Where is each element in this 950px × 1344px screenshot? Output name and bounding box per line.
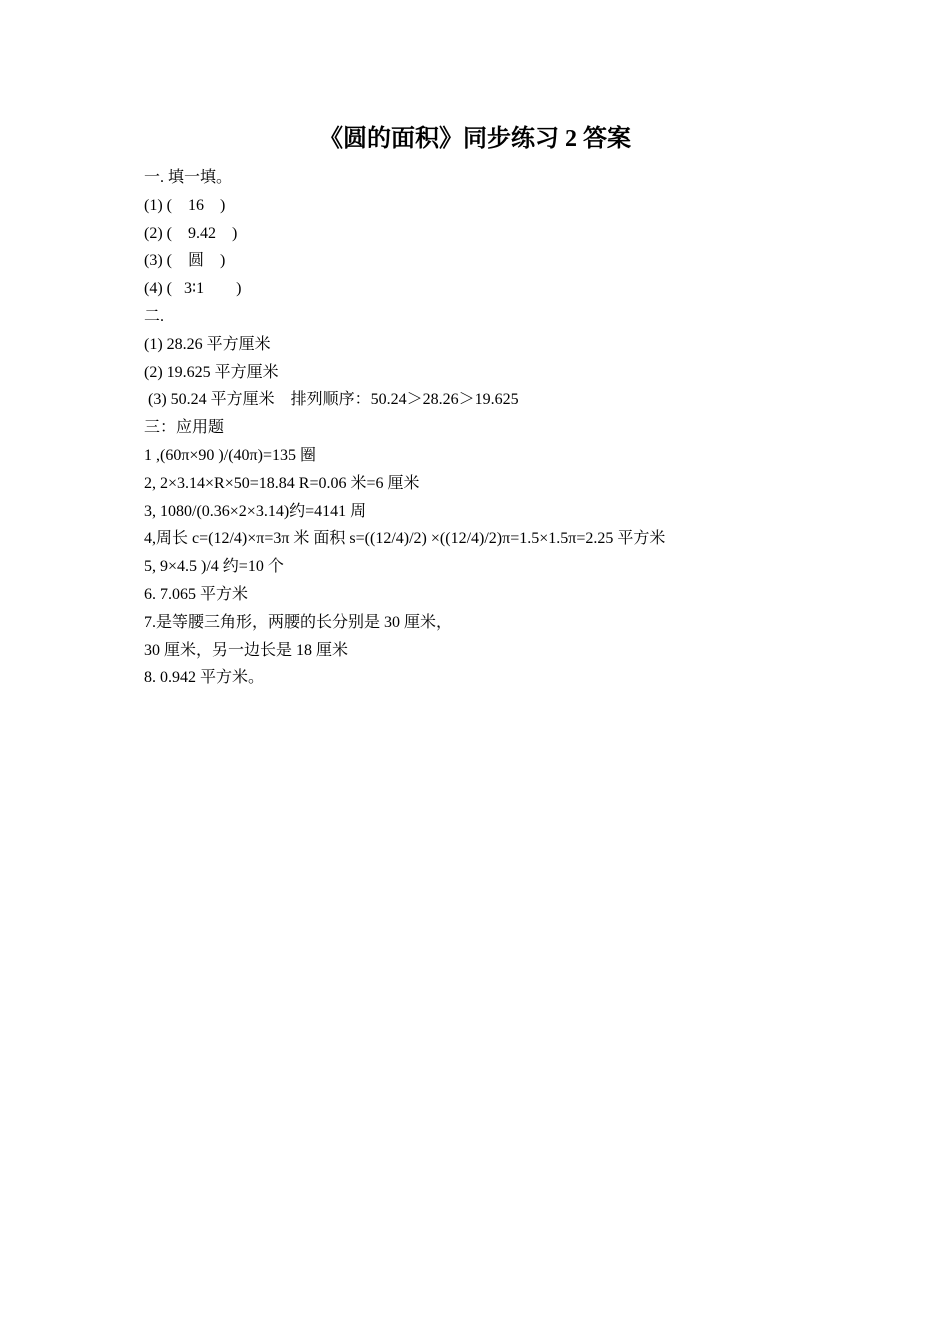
answer-line: 3, 1080/(0.36×2×3.14)约=4141 周 (144, 502, 367, 520)
answer-line: (1) 28.26 平方厘米 (144, 335, 271, 353)
answer-line: 7.是等腰三角形，两腰的长分别是 30 厘米， (144, 613, 453, 631)
answer-line: (1) ( 16 ) (144, 196, 226, 214)
answer-line: 8. 0.942 平方米。 (144, 669, 265, 687)
answer-line: 2, 2×3.14×R×50=18.84 R=0.06 米=6 厘米 (144, 474, 420, 492)
answer-line: (2) ( 9.42 ) (144, 224, 238, 242)
answer-line: 5, 9×4.5 )/4 约=10 个 (144, 558, 284, 576)
answer-line: 30 厘米，另一边长是 18 厘米 (144, 641, 349, 659)
answer-line: 1 ,(60π×90 )/(40π)=135 圈 (144, 446, 316, 464)
section-1-heading: 一. 填一填。 (144, 169, 233, 186)
answer-line: 4,周长 c=(12/4)×π=3π 米 面积 s=((12/4)/2) ×((12/4)/2)π=1.5×1.5π=2.25 平方米 (144, 530, 666, 548)
section-2-heading: 二. (144, 307, 165, 325)
document-body (144, 164, 844, 692)
answer-line: (2) 19.625 平方厘米 (144, 363, 279, 381)
answer-line: (4) ( 3∶1 ) (144, 280, 242, 298)
answer-line: 6. 7.065 平方米 (144, 585, 249, 603)
answer-line: (3) ( 圆 ) (144, 252, 226, 270)
document-title: 《圆的面积》同步练习 2 答案 (319, 126, 631, 152)
section-3-heading: 三：应用题 (144, 419, 225, 437)
answer-line: (3) 50.24 平方厘米 排列顺序：50.24＞28.26＞19.625 (144, 391, 519, 409)
